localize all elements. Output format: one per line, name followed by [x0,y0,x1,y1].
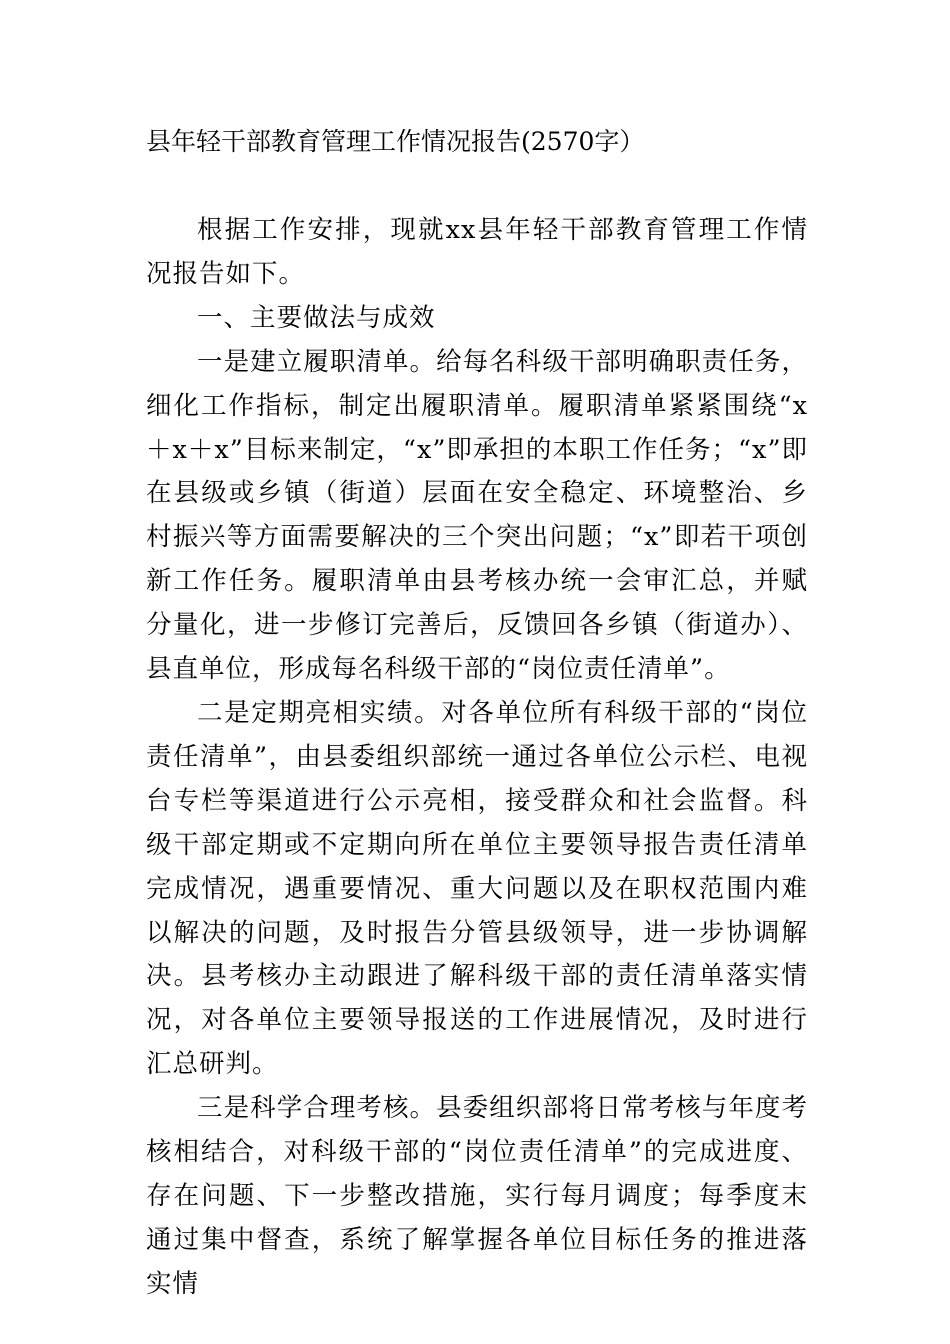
paragraph-regular-display: 二是定期亮相实绩。对各单位所有科级干部的“岗位责任清单”，由县委组织部统一通过各单位公示栏、电视台专栏等渠道进行公示亮相，接受群众和社会监督。科级干部定期或不定期向所在单位主要领导报告责任清单完成情况，遇重要情况、重大问题以及在职权范围内难以解决的问题，及时报告分管县级领导，进一步协调解决。县考核办主动跟进了解科级干部的责任清单落实情况，对各单位主要领导报送的工作进展情况，及时进行汇总研判。 [146,697,808,1080]
paragraph-intro: 根据工作安排，现就xx县年轻干部教育管理工作情况报告如下。 [146,215,808,289]
paragraph-assessment: 三是科学合理考核。县委组织部将日常考核与年度考核相结合，对科级干部的“岗位责任清单”的完成进度、存在问题、下一步整改措施，实行每月调度；每季度末通过集中督查，系统了解掌握各单位目标任务的推进落实情 [146,1093,808,1299]
document-title: 县年轻干部教育管理工作情况报告(2570字） [146,127,645,156]
section-heading: 一、主要做法与成效 [197,302,436,333]
document-body [146,209,808,1307]
paragraph-duty-list: 一是建立履职清单。给每名科级干部明确职责任务，细化工作指标，制定出履职清单。履职清单紧紧围绕“x＋x＋x”目标来制定，“x”即承担的本职工作任务；“x”即在县级或乡镇（街道）层面在安全稳定、环境整治、乡村振兴等方面需要解决的三个突出问题；“x”即若干项创新工作任务。履职清单由县考核办统一会审汇总，并赋分量化，进一步修订完善后，反馈回各乡镇（街道办）、县直单位，形成每名科级干部的“岗位责任清单”。 [146,346,808,685]
